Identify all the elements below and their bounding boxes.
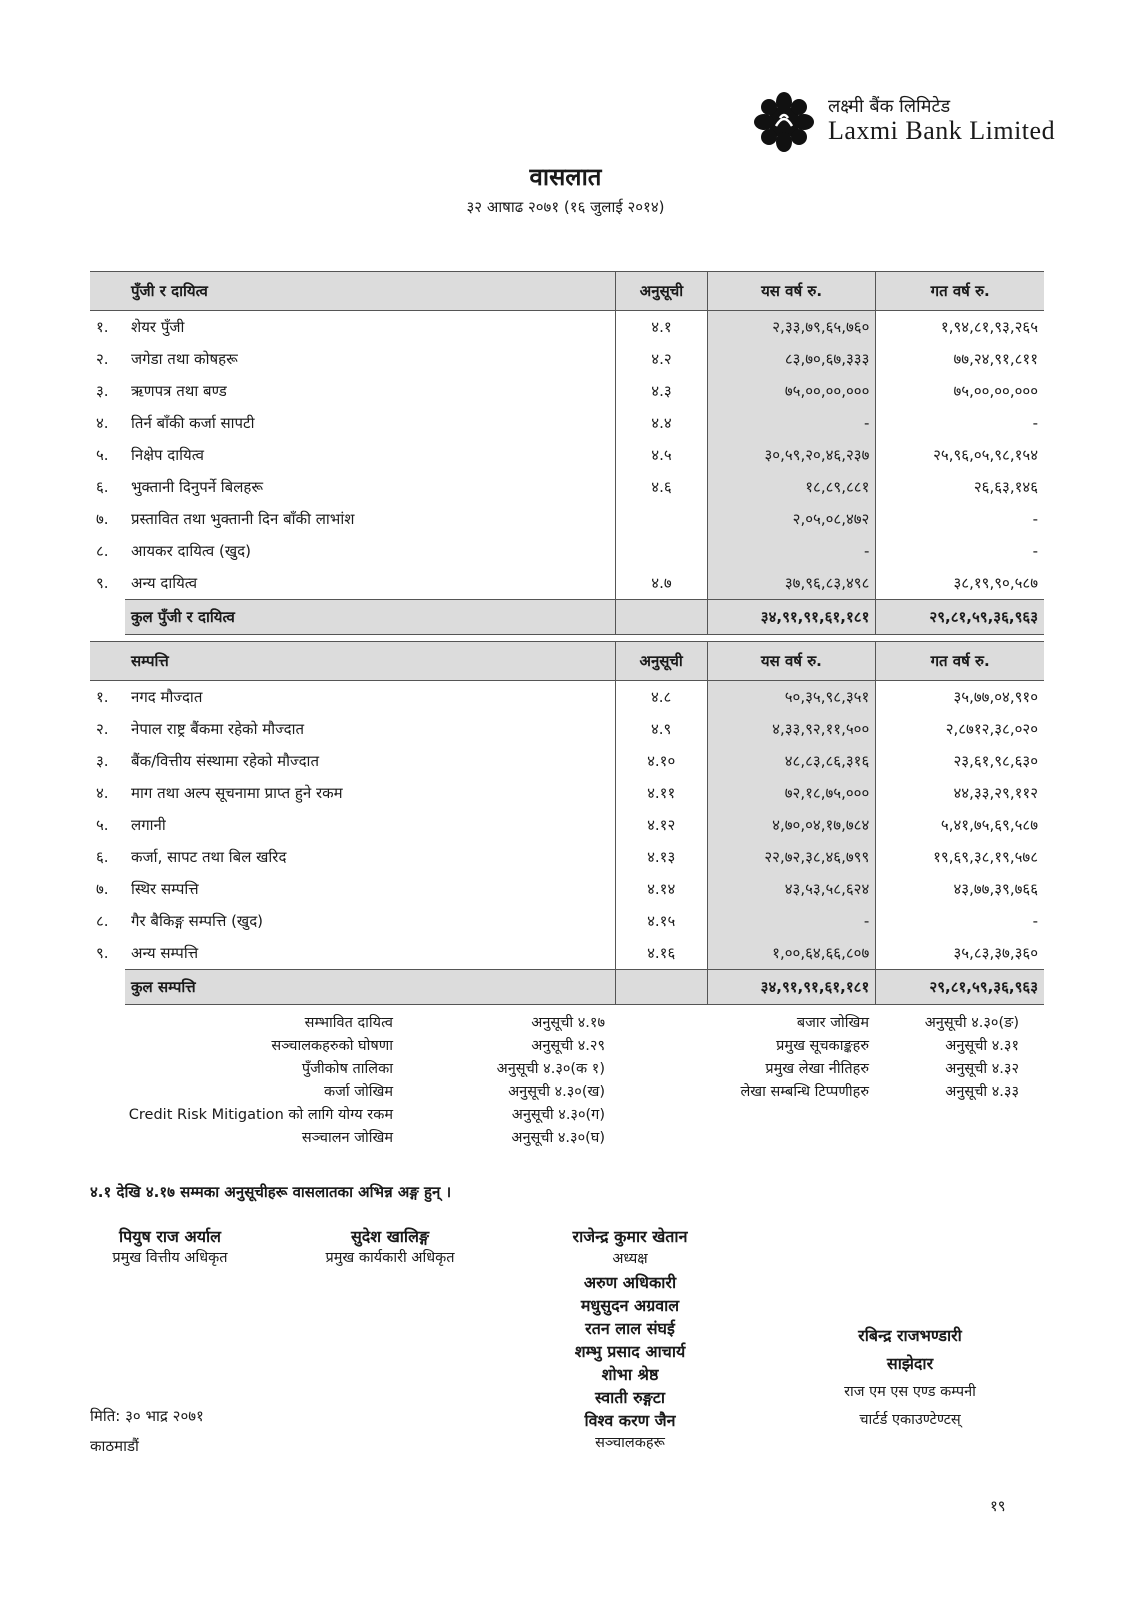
row-label: स्थिर सम्पत्ति [131,880,199,898]
row-label: नेपाल राष्ट्र बैंकमा रहेको मौज्दात [131,720,305,738]
row-last-year: - [876,535,1044,567]
director-name: मधुसुदन अग्रवाल [580,1296,680,1315]
row-number: ८. [96,912,109,930]
row-last-year: - [876,407,1044,439]
table-row [90,713,1044,745]
this-year-header: यस वर्ष रु. [707,642,876,681]
row-label: भुक्तानी दिनुपर्ने बिलहरू [131,478,264,496]
director-name: विश्व करण जैन [584,1411,676,1430]
reference-schedule: अनुसूची ४.३१ [945,1038,1019,1054]
row-this-year: - [707,535,876,567]
row-this-year: ४३,५३,५८,६२४ [707,873,876,905]
lotus-logo-icon [752,92,816,152]
signing-place: काठमाडौं [90,1437,139,1455]
chair-name: राजेन्द्र कुमार खेतान [572,1227,688,1246]
row-number: १. [96,318,109,336]
ceo-name: सुदेश खालिङ्ग [350,1227,430,1246]
row-label: बैंक/वित्तीय संस्थामा रहेको मौज्दात [131,752,319,770]
row-number: ५. [96,816,109,834]
total-row [90,970,1044,1005]
table-row [90,375,1044,407]
row-last-year: २६,६३,१४६ [876,471,1044,503]
row-label: अन्य दायित्व [131,574,198,592]
row-number: ७. [96,510,109,528]
cfo-name: पियुष राज अर्याल [119,1227,221,1246]
row-schedule: ४.३ [616,375,708,407]
row-number: ६. [96,478,109,496]
page-subtitle: ३२ आषाढ २०७१ (१६ जुलाई २०१४) [466,198,665,216]
row-last-year: ३८,१९,९०,५८७ [876,567,1044,600]
row-label: शेयर पुँजी [131,318,185,336]
table-row [90,937,1044,970]
director-name: शोभा श्रेष्ठ [601,1365,659,1384]
row-schedule: ४.२ [616,343,708,375]
row-label: निक्षेप दायित्व [131,446,205,464]
directors-role: सञ्चालकहरू [595,1435,665,1451]
row-number: ९. [96,574,109,593]
reference-label: सञ्चालन जोखिम [301,1130,393,1146]
signatory-auditor [800,1322,1020,1434]
schedule-note: ४.१ देखि ४.१७ सम्मका अनुसूचीहरू वासलातका अभिन्न अङ्ग हुन् । [90,1183,452,1201]
row-label: नगद मौज्दात [131,688,203,706]
liabilities-table [90,271,1044,635]
row-schedule: ४.८ [615,681,707,714]
row-number: ३. [96,382,109,400]
total-this-year: ३४,९१,९१,६१,१८१ [707,970,876,1005]
table-row [90,439,1044,471]
last-year-header: गत वर्ष रु. [876,642,1044,681]
row-number: ५. [96,446,109,464]
chair-role: अध्यक्ष [612,1251,648,1267]
row-schedule [616,535,708,567]
row-this-year: ७२,१८,७५,००० [707,777,876,809]
total-last-year: २९,८१,५९,३६,९६३ [876,970,1044,1005]
row-label: ऋणपत्र तथा बण्ड [131,382,227,400]
row-label: माग तथा अल्प सूचनामा प्राप्त हुने रकम [131,784,343,802]
this-year-header: यस वर्ष रु. [707,272,876,311]
table-row [90,311,1044,344]
reference-label: लेखा सम्बन्धि टिप्पणीहरु [740,1084,869,1100]
row-schedule: ४.१५ [615,905,707,937]
row-this-year: ४८,८३,८६,३१६ [707,745,876,777]
row-last-year: ३५,८३,३७,३६० [876,937,1044,970]
reference-label: Credit Risk Mitigation को लागि योग्य रकम [128,1107,393,1123]
reference-schedule: अनुसूची ४.३०(घ) [511,1130,605,1146]
row-this-year: ७५,००,००,००० [707,375,876,407]
table-row [90,343,1044,375]
row-this-year: ८३,७०,६७,३३३ [707,343,876,375]
row-schedule [616,503,708,535]
table-row [90,471,1044,503]
table-row [90,567,1044,600]
row-schedule: ४.९ [615,713,707,745]
row-this-year: १८,८९,८८१ [707,471,876,503]
total-row [90,600,1044,635]
row-label: लगानी [131,816,166,834]
row-schedule: ४.१३ [615,841,707,873]
reference-label: प्रमुख सूचकाङ्कहरु [776,1038,869,1054]
row-last-year: ७७,२४,९१,८११ [876,343,1044,375]
row-schedule: ४.६ [616,471,708,503]
table-row [90,745,1044,777]
brand-name-english: Laxmi Bank Limited [828,116,1056,145]
row-this-year: १,००,६४,६६,८०७ [707,937,876,970]
table-row [90,841,1044,873]
total-label: कुल पुँजी र दायित्व [125,600,616,635]
row-label: जगेडा तथा कोषहरू [131,350,238,368]
row-this-year: २,०५,०८,४७२ [707,503,876,535]
auditor-firm: राज एम एस एण्ड कम्पनी [844,1384,976,1400]
reference-label: कर्जा जोखिम [323,1084,393,1100]
reference-label: प्रमुख लेखा नीतिहरु [765,1061,869,1077]
row-last-year: - [876,905,1044,937]
total-last-year: २९,८१,५९,३६,९६३ [876,600,1044,635]
table-header [90,272,1044,311]
row-last-year: १९,६९,३८,१९,५७८ [876,841,1044,873]
signatory-cfo [90,1225,250,1267]
auditor-role: साझेदार [886,1354,934,1373]
table-header [90,642,1044,681]
auditor-name: रबिन्द्र राजभण्डारी [858,1326,962,1345]
row-number: ६. [96,848,109,866]
table-row [90,503,1044,535]
reference-schedule: अनुसूची ४.३०(ङ) [924,1015,1019,1031]
reference-schedule: अनुसूची ४.३०(क १) [496,1061,605,1077]
table-row [90,905,1044,937]
reference-label: पुँजीकोष तालिका [301,1061,393,1077]
row-number: ३. [96,752,109,770]
row-last-year: ७५,००,००,००० [876,375,1044,407]
table-row [90,407,1044,439]
director-name: अरुण अधिकारी [583,1273,677,1292]
reference-label: बजार जोखिम [796,1015,869,1031]
row-schedule: ४.५ [616,439,708,471]
row-schedule: ४.११ [615,777,707,809]
row-this-year: ४,३३,९२,११,५०० [707,713,876,745]
ceo-role: प्रमुख कार्यकारी अधिकृत [325,1250,455,1266]
reference-schedule: अनुसूची ४.३२ [945,1061,1019,1077]
total-label: कुल सम्पत्ति [125,970,615,1005]
row-this-year: ३७,९६,८३,४९८ [707,567,876,600]
directors-list [540,1271,720,1432]
last-year-header: गत वर्ष रु. [876,272,1044,311]
row-this-year: - [707,407,876,439]
row-last-year: - [876,503,1044,535]
total-this-year: ३४,९१,९१,६१,१८१ [707,600,876,635]
row-last-year: ४४,३३,२९,११२ [876,777,1044,809]
signatory-ceo [300,1225,480,1267]
row-last-year: १,९४,८१,९३,२६५ [876,311,1044,344]
reference-label: सञ्चालकहरुको घोषणा [271,1038,393,1054]
auditor-firm-type: चार्टर्ड एकाउण्टेण्टस् [859,1412,961,1428]
signing-date: मिति: ३० भाद्र २०७१ [90,1407,204,1425]
row-last-year: २३,६१,९८,६३० [876,745,1044,777]
reference-schedule: अनुसूची ४.१७ [531,1015,605,1031]
reference-label: सम्भावित दायित्व [304,1015,393,1031]
table-row [90,809,1044,841]
schedule-header: अनुसूची [616,272,708,311]
row-number: ४. [96,414,109,432]
director-name: रतन लाल संघई [585,1319,675,1338]
row-schedule: ४.१ [616,311,708,344]
row-last-year: २५,९६,०५,९८,१५४ [876,439,1044,471]
row-schedule: ४.४ [616,407,708,439]
page-number: १९ [990,1497,1006,1515]
reference-schedule: अनुसूची ४.२९ [531,1038,605,1054]
reference-schedule: अनुसूची ४.३३ [945,1084,1019,1100]
row-last-year: ३५,७७,०४,९१० [876,681,1044,714]
row-number: २. [96,720,109,738]
signatory-board [540,1225,720,1455]
table-row [90,777,1044,809]
row-label: अन्य सम्पत्ति [131,944,199,962]
row-number: ९. [96,944,109,963]
director-name: स्वाती रुङ्गटा [594,1388,665,1407]
row-schedule: ४.१६ [615,937,707,970]
row-label: कर्जा, सापट तथा बिल खरिद [131,848,287,866]
schedule-header: अनुसूची [615,642,707,681]
cfo-role: प्रमुख वित्तीय अधिकृत [112,1250,228,1266]
row-label: तिर्न बाँकी कर्जा सापटी [131,414,255,432]
assets-table [90,641,1044,1005]
row-last-year: ४३,७७,३९,७६६ [876,873,1044,905]
row-schedule: ४.१० [615,745,707,777]
row-number: १. [96,688,109,706]
row-this-year: २२,७२,३८,४६,७९९ [707,841,876,873]
row-this-year: ५०,३५,९८,३५१ [707,681,876,714]
section-title: सम्पत्ति [125,642,615,681]
reference-schedule: अनुसूची ४.३०(ख) [508,1084,605,1100]
row-this-year: २,३३,७९,६५,७६० [707,311,876,344]
table-row [90,535,1044,567]
row-schedule: ४.७ [616,567,708,600]
row-this-year: ३०,५९,२०,४६,२३७ [707,439,876,471]
row-label: गैर बैकिङ्ग सम्पत्ति (खुद) [131,912,264,930]
row-number: २. [96,350,109,368]
row-schedule: ४.१२ [615,809,707,841]
row-last-year: ५,४१,७५,६९,५८७ [876,809,1044,841]
director-name: शम्भु प्रसाद आचार्य [574,1342,686,1361]
row-this-year: - [707,905,876,937]
row-number: ८. [96,542,109,560]
table-row [90,681,1044,714]
row-label: प्रस्तावित तथा भुक्तानी दिन बाँकी लाभांश [131,510,355,528]
row-label: आयकर दायित्व (खुद) [131,542,251,560]
row-number: ४. [96,784,109,802]
table-row [90,873,1044,905]
section-title: पुँजी र दायित्व [125,272,616,311]
row-schedule: ४.१४ [615,873,707,905]
row-last-year: २,८७१२,३८,०२० [876,713,1044,745]
reference-schedule: अनुसूची ४.३०(ग) [511,1107,605,1123]
page-title: वासलात [529,163,602,191]
brand-name-nepali: लक्ष्मी बैंक लिमिटेड [828,96,951,117]
bank-logo [752,92,1056,152]
row-number: ७. [96,880,109,898]
row-this-year: ४,७०,०४,१७,७८४ [707,809,876,841]
